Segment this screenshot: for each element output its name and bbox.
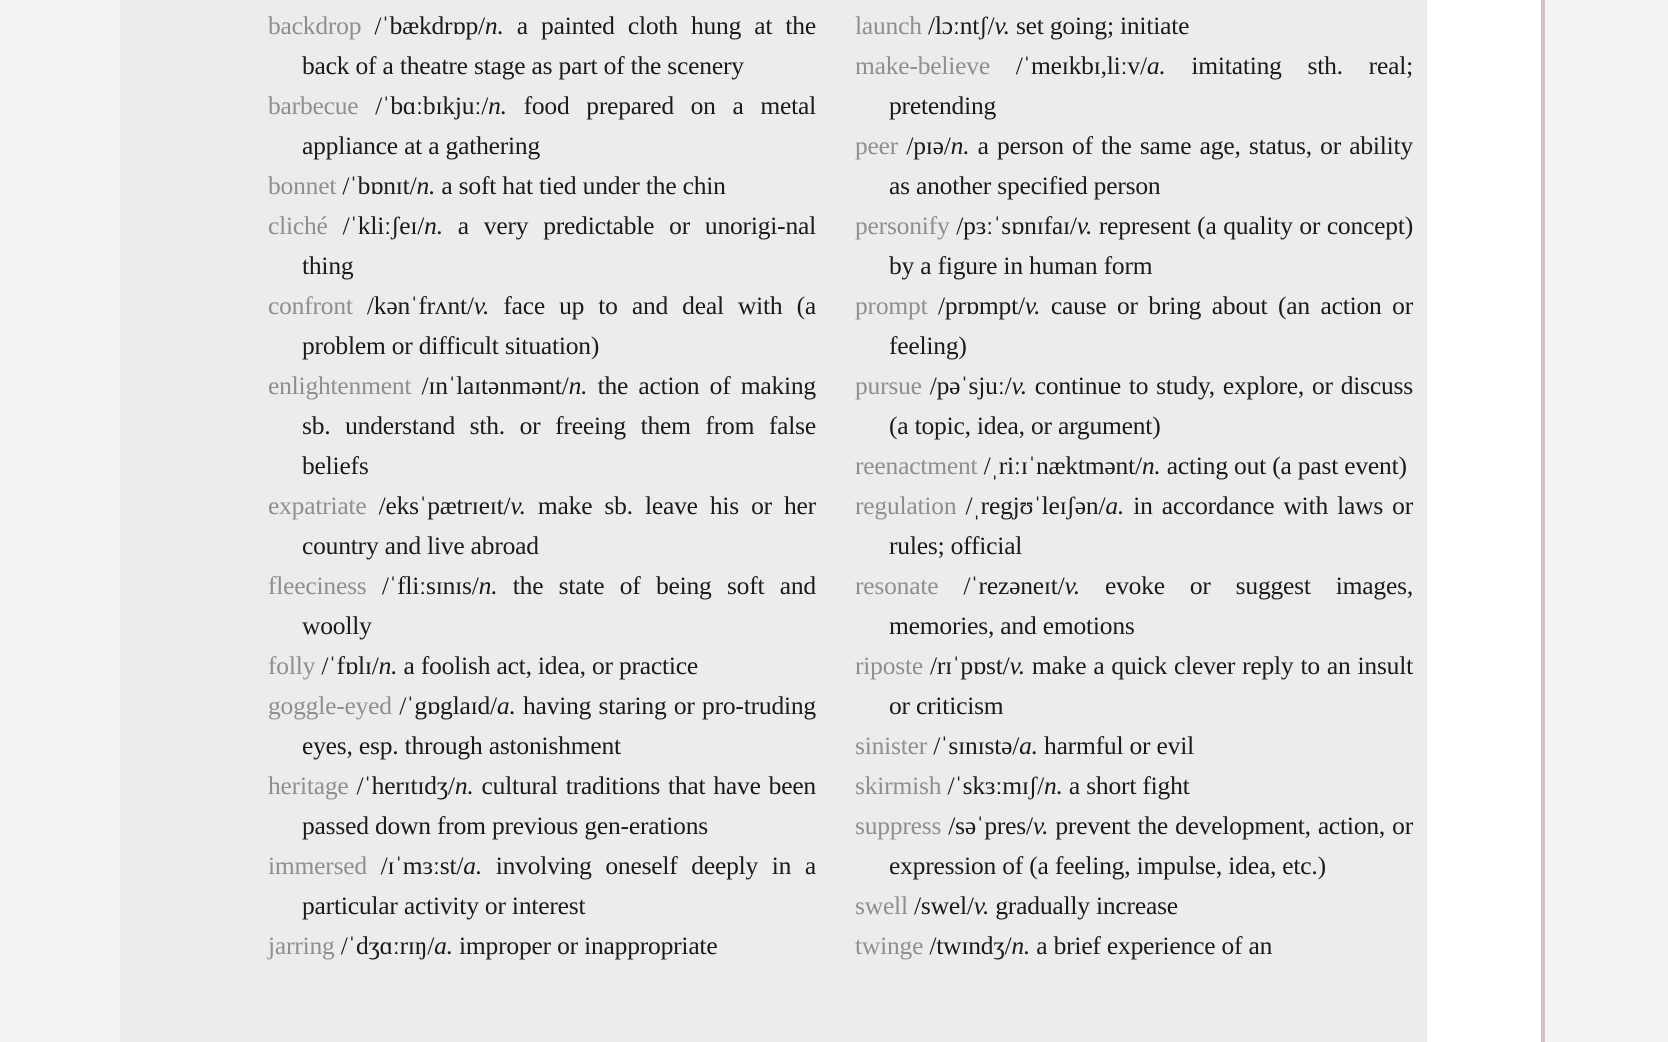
part-of-speech: a. <box>434 931 453 960</box>
pronunciation: /pɜːˈsɒnɪfaɪ/ <box>956 211 1077 240</box>
glossary-entry <box>855 126 1413 206</box>
part-of-speech: n. <box>1043 771 1063 800</box>
headword: peer <box>855 131 899 160</box>
headword: immersed <box>268 851 367 880</box>
headword: twinge <box>855 931 924 960</box>
glossary-entry <box>855 366 1413 446</box>
glossary-entry <box>268 166 816 206</box>
headword: suppress <box>855 811 942 840</box>
headword: swell <box>855 891 908 920</box>
headword: personify <box>855 211 950 240</box>
part-of-speech: n. <box>378 651 398 680</box>
glossary-entry <box>268 646 816 686</box>
definition: set going; initiate <box>1015 11 1190 40</box>
glossary-entry <box>268 566 816 646</box>
definition: in accordance with laws or rules; official <box>889 491 1413 560</box>
definition: face up to and deal with (a problem or difficult situation) <box>302 291 816 360</box>
glossary-right-column <box>855 6 1413 966</box>
glossary-entry <box>855 766 1413 806</box>
definition: food prepared on a metal appliance at a gathering <box>302 91 816 160</box>
part-of-speech: a. <box>1146 51 1166 80</box>
headword: goggle-eyed <box>268 691 392 720</box>
glossary-entry <box>855 566 1413 646</box>
pronunciation: /ˌriːɪˈnæktmənt/ <box>983 451 1142 480</box>
pronunciation: /ˈskɜːmɪʃ/ <box>947 771 1044 800</box>
headword: jarring <box>268 931 335 960</box>
pronunciation: /səˈpres/ <box>948 811 1033 840</box>
pronunciation: /pəˈsjuː/ <box>929 371 1012 400</box>
glossary-entry <box>268 766 816 846</box>
part-of-speech: a. <box>463 851 482 880</box>
glossary-entry <box>268 926 816 966</box>
pronunciation: /ˈbɑːbɪkjuː/ <box>375 91 489 120</box>
pronunciation: /ˈmeɪkbɪ,liːv/ <box>1015 51 1147 80</box>
glossary-entry <box>855 806 1413 886</box>
glossary-entry <box>268 686 816 766</box>
headword: sinister <box>855 731 928 760</box>
part-of-speech: v. <box>1011 371 1027 400</box>
definition: the action of making sb. understand sth. or freeing them from false beliefs <box>302 371 816 480</box>
part-of-speech: v. <box>1032 811 1049 840</box>
definition: cultural traditions that have been passed down from previous gen-erations <box>302 771 816 840</box>
pronunciation: /eksˈpætrɪeɪt/ <box>378 491 511 520</box>
definition: involving oneself deeply in a particular activity or interest <box>302 851 816 920</box>
part-of-speech: n. <box>416 171 436 200</box>
glossary-entry <box>268 6 816 86</box>
definition: having staring or pro-truding eyes, esp. through astonishment <box>302 691 816 760</box>
part-of-speech: v. <box>1009 651 1025 680</box>
headword: barbecue <box>268 91 359 120</box>
part-of-speech: v. <box>510 491 526 520</box>
definition: a short fight <box>1068 771 1190 800</box>
definition: make sb. leave his or her country and live abroad <box>302 491 816 560</box>
part-of-speech: n. <box>1011 931 1031 960</box>
glossary-entry <box>855 486 1413 566</box>
definition: the state of being soft and woolly <box>302 571 816 640</box>
pronunciation: /lɔːntʃ/ <box>927 11 995 40</box>
definition: harmful or evil <box>1044 731 1194 760</box>
part-of-speech: n. <box>488 91 507 120</box>
pronunciation: /twɪndʒ/ <box>929 931 1012 960</box>
headword: folly <box>268 651 316 680</box>
definition: a very predictable or unorigi-nal thing <box>302 211 817 280</box>
headword: heritage <box>268 771 349 800</box>
definition: represent (a quality or concept) by a figure in human form <box>889 211 1413 280</box>
headword: resonate <box>855 571 939 600</box>
headword: pursue <box>855 371 922 400</box>
definition: gradually increase <box>995 891 1178 920</box>
definition: a soft hat tied under the chin <box>441 171 726 200</box>
glossary-entry <box>855 726 1413 766</box>
glossary-entry <box>268 286 816 366</box>
pronunciation: /ˈfliːsɪnɪs/ <box>381 571 479 600</box>
pronunciation: /ˈgɒglaɪd/ <box>399 691 497 720</box>
part-of-speech: n. <box>568 371 588 400</box>
definition: cause or bring about (an action or feeling) <box>889 291 1413 360</box>
glossary-entry <box>268 206 816 286</box>
headword: expatriate <box>268 491 367 520</box>
headword: riposte <box>855 651 924 680</box>
headword: reenactment <box>855 451 978 480</box>
glossary-entry <box>855 646 1413 726</box>
glossary-left-column <box>268 6 816 966</box>
headword: regulation <box>855 491 957 520</box>
glossary-entry <box>855 886 1413 926</box>
part-of-speech: v. <box>1064 571 1080 600</box>
part-of-speech: v. <box>973 891 990 920</box>
definition: improper or inappropriate <box>459 931 718 960</box>
headword: enlightenment <box>268 371 412 400</box>
part-of-speech: n. <box>478 571 498 600</box>
definition: acting out (a past event) <box>1166 451 1407 480</box>
pronunciation: /prɒmpt/ <box>938 291 1025 320</box>
headword: fleeciness <box>268 571 367 600</box>
glossary-entry <box>268 366 816 486</box>
part-of-speech: a. <box>1019 731 1038 760</box>
definition: a brief experience of an <box>1036 931 1273 960</box>
pronunciation: /rɪˈpɒst/ <box>930 651 1010 680</box>
pronunciation: /ˌregjʊˈleɪʃən/ <box>965 491 1106 520</box>
glossary-entry <box>855 206 1413 286</box>
pronunciation: /kənˈfrʌnt/ <box>366 291 474 320</box>
definition: a painted cloth hung at the back of a theatre stage as part of the scenery <box>302 11 816 80</box>
glossary-entry <box>268 86 816 166</box>
part-of-speech: v. <box>1024 291 1041 320</box>
definition: prevent the development, action, or expression of (a feeling, impulse, idea, etc.) <box>889 811 1413 880</box>
part-of-speech: n. <box>424 211 443 240</box>
pronunciation: /swel/ <box>914 891 974 920</box>
definition: a person of the same age, status, or ability as another specified person <box>889 131 1413 200</box>
glossary-entry <box>855 926 1413 966</box>
part-of-speech: n. <box>484 11 504 40</box>
part-of-speech: n. <box>1141 451 1161 480</box>
headword: bonnet <box>268 171 337 200</box>
part-of-speech: v. <box>473 291 490 320</box>
part-of-speech: n. <box>454 771 474 800</box>
glossary-entry <box>855 286 1413 366</box>
glossary-entry <box>268 846 816 926</box>
pronunciation: /ɪnˈlaɪtənmənt/ <box>421 371 569 400</box>
pronunciation: /ˈsɪnɪstə/ <box>933 731 1020 760</box>
glossary-entry <box>855 6 1413 46</box>
definition: imitating sth. real; pretending <box>889 51 1413 120</box>
headword: make-believe <box>855 51 990 80</box>
headword: confront <box>268 291 353 320</box>
definition: make a quick clever reply to an insult or criticism <box>889 651 1413 720</box>
part-of-speech: v. <box>994 11 1010 40</box>
headword: prompt <box>855 291 928 320</box>
part-of-speech: a. <box>1105 491 1125 520</box>
glossary-entry <box>855 46 1413 126</box>
pronunciation: /ɪˈmɜːst/ <box>380 851 464 880</box>
headword: skirmish <box>855 771 942 800</box>
pronunciation: /ˈfɒlɪ/ <box>321 651 379 680</box>
headword: launch <box>855 11 922 40</box>
pronunciation: /ˈkliːʃeɪ/ <box>342 211 425 240</box>
definition: evoke or suggest images, memories, and emotions <box>889 571 1413 640</box>
glossary-entry <box>855 446 1413 486</box>
pronunciation: /ˈrezəneɪt/ <box>963 571 1065 600</box>
part-of-speech: a. <box>496 691 516 720</box>
pronunciation: /pɪə/ <box>906 131 951 160</box>
headword: cliché <box>268 211 328 240</box>
definition: continue to study, explore, or discuss (a topic, idea, or argument) <box>889 371 1413 440</box>
right-margin <box>1545 0 1668 1042</box>
part-of-speech: n. <box>950 131 970 160</box>
pronunciation: /ˈbɒnɪt/ <box>342 171 417 200</box>
definition: a foolish act, idea, or practice <box>403 651 699 680</box>
headword: backdrop <box>268 11 362 40</box>
pronunciation: /ˈbækdrɒp/ <box>374 11 485 40</box>
glossary-entry <box>268 486 816 566</box>
pronunciation: /ˈdʒɑːrɪŋ/ <box>340 931 435 960</box>
part-of-speech: v. <box>1076 211 1093 240</box>
pronunciation: /ˈherɪtɪdʒ/ <box>356 771 455 800</box>
